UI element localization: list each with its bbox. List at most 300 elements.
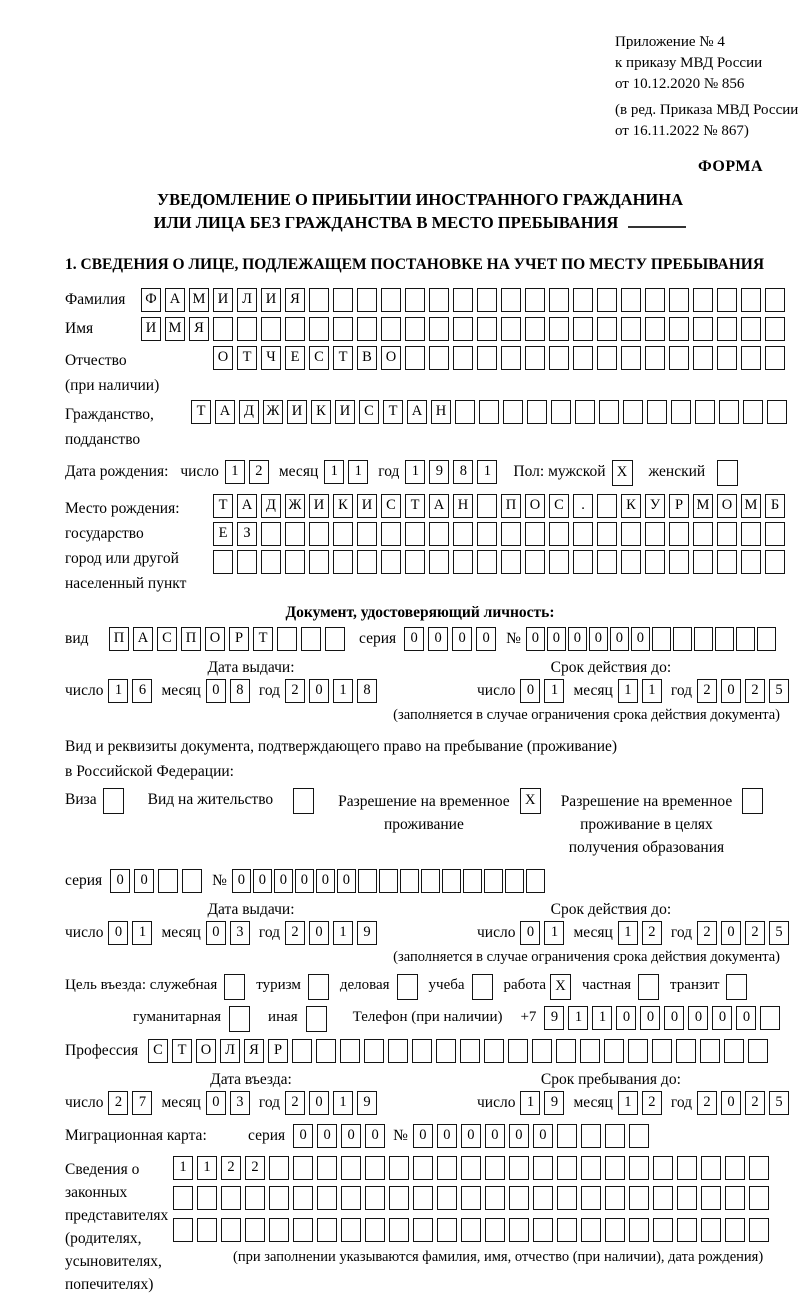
char-box[interactable]: А	[215, 400, 235, 424]
char-box[interactable]: .	[573, 494, 593, 518]
char-box[interactable]	[317, 1218, 337, 1242]
char-box[interactable]	[741, 550, 761, 574]
representatives-boxes-row2[interactable]	[173, 1186, 773, 1210]
char-box[interactable]	[405, 288, 425, 312]
char-box[interactable]	[381, 550, 401, 574]
char-box[interactable]: Я	[189, 317, 209, 341]
char-box[interactable]	[477, 346, 497, 370]
char-box[interactable]	[581, 1218, 601, 1242]
char-box[interactable]	[653, 1186, 673, 1210]
char-box[interactable]	[477, 550, 497, 574]
char-box[interactable]: 1	[544, 679, 564, 703]
char-box[interactable]: 1	[333, 921, 353, 945]
char-box[interactable]: И	[141, 317, 161, 341]
char-box[interactable]: 5	[769, 921, 789, 945]
char-box[interactable]	[556, 1039, 576, 1063]
char-box[interactable]	[437, 1156, 457, 1180]
char-box[interactable]: 0	[108, 921, 128, 945]
char-box[interactable]	[597, 346, 617, 370]
char-box[interactable]: 0	[721, 1091, 741, 1115]
char-box[interactable]	[429, 317, 449, 341]
char-box[interactable]	[357, 317, 377, 341]
char-box[interactable]	[581, 1156, 601, 1180]
char-box[interactable]	[173, 1186, 193, 1210]
char-box[interactable]: 0	[206, 679, 226, 703]
char-box[interactable]: Т	[405, 494, 425, 518]
char-box[interactable]: А	[407, 400, 427, 424]
char-box[interactable]: К	[621, 494, 641, 518]
char-box[interactable]	[381, 522, 401, 546]
birthplace-boxes-row3[interactable]	[213, 550, 789, 574]
char-box[interactable]	[317, 1156, 337, 1180]
char-box[interactable]	[580, 1039, 600, 1063]
residence-issue-day-boxes[interactable]	[108, 921, 156, 945]
surname-boxes[interactable]	[141, 288, 789, 312]
char-box[interactable]	[503, 400, 523, 424]
char-box[interactable]	[533, 1186, 553, 1210]
residence-permit-checkbox[interactable]	[293, 788, 318, 814]
birthplace-boxes-row2[interactable]	[213, 522, 789, 546]
char-box[interactable]	[717, 317, 737, 341]
phone-boxes[interactable]	[544, 1006, 784, 1030]
char-box[interactable]: 0	[404, 627, 424, 651]
char-box[interactable]	[701, 1156, 721, 1180]
char-box[interactable]	[285, 550, 305, 574]
char-box[interactable]: 1	[618, 679, 638, 703]
char-box[interactable]: С	[359, 400, 379, 424]
char-box[interactable]	[412, 1039, 432, 1063]
char-box[interactable]	[557, 1156, 577, 1180]
char-box[interactable]: 0	[428, 627, 448, 651]
char-box[interactable]	[103, 788, 124, 814]
char-box[interactable]	[333, 550, 353, 574]
char-box[interactable]: 9	[357, 921, 377, 945]
char-box[interactable]	[573, 346, 593, 370]
char-box[interactable]	[526, 869, 545, 893]
char-box[interactable]: С	[148, 1039, 168, 1063]
char-box[interactable]	[629, 1124, 649, 1148]
char-box[interactable]: 0	[316, 869, 335, 893]
char-box[interactable]	[765, 288, 785, 312]
char-box[interactable]	[719, 400, 739, 424]
char-box[interactable]	[357, 288, 377, 312]
residence-issue-month-boxes[interactable]	[206, 921, 254, 945]
char-box[interactable]: X	[550, 974, 571, 1000]
char-box[interactable]: В	[357, 346, 377, 370]
char-box[interactable]	[669, 288, 689, 312]
char-box[interactable]: 8	[230, 679, 250, 703]
char-box[interactable]: 0	[461, 1124, 481, 1148]
char-box[interactable]: И	[261, 288, 281, 312]
purpose-official-checkbox[interactable]	[224, 974, 249, 1000]
char-box[interactable]	[421, 869, 440, 893]
residence-expiry-day-boxes[interactable]	[520, 921, 568, 945]
char-box[interactable]: 1	[333, 679, 353, 703]
char-box[interactable]	[525, 288, 545, 312]
char-box[interactable]	[717, 346, 737, 370]
char-box[interactable]: И	[213, 288, 233, 312]
char-box[interactable]	[669, 522, 689, 546]
char-box[interactable]	[725, 1156, 745, 1180]
passport-expiry-month-boxes[interactable]	[618, 679, 666, 703]
char-box[interactable]	[557, 1124, 577, 1148]
char-box[interactable]: 1	[108, 679, 128, 703]
char-box[interactable]	[341, 1218, 361, 1242]
char-box[interactable]: 0	[110, 869, 130, 893]
char-box[interactable]: 2	[745, 921, 765, 945]
residence-number-boxes[interactable]	[232, 869, 547, 893]
char-box[interactable]	[549, 346, 569, 370]
char-box[interactable]	[213, 317, 233, 341]
char-box[interactable]	[309, 288, 329, 312]
char-box[interactable]	[726, 974, 747, 1000]
char-box[interactable]	[293, 1186, 313, 1210]
char-box[interactable]: И	[357, 494, 377, 518]
char-box[interactable]	[581, 1186, 601, 1210]
char-box[interactable]: 1	[173, 1156, 193, 1180]
char-box[interactable]	[693, 346, 713, 370]
char-box[interactable]: 0	[610, 627, 629, 651]
birth-year-boxes[interactable]	[405, 460, 501, 484]
char-box[interactable]: А	[429, 494, 449, 518]
char-box[interactable]	[381, 317, 401, 341]
temp-residence-edu-checkbox[interactable]	[742, 788, 767, 814]
char-box[interactable]	[533, 1218, 553, 1242]
char-box[interactable]: 0	[341, 1124, 361, 1148]
char-box[interactable]	[549, 550, 569, 574]
char-box[interactable]: 3	[230, 921, 250, 945]
char-box[interactable]: 0	[274, 869, 293, 893]
char-box[interactable]: 3	[230, 1091, 250, 1115]
char-box[interactable]	[695, 400, 715, 424]
char-box[interactable]	[573, 317, 593, 341]
char-box[interactable]	[301, 627, 321, 651]
char-box[interactable]	[533, 1156, 553, 1180]
char-box[interactable]	[741, 317, 761, 341]
char-box[interactable]	[316, 1039, 336, 1063]
char-box[interactable]	[379, 869, 398, 893]
passport-expiry-day-boxes[interactable]	[520, 679, 568, 703]
char-box[interactable]	[749, 1156, 769, 1180]
char-box[interactable]: О	[525, 494, 545, 518]
char-box[interactable]: 2	[108, 1091, 128, 1115]
char-box[interactable]	[621, 522, 641, 546]
char-box[interactable]: У	[645, 494, 665, 518]
char-box[interactable]: 1	[477, 460, 497, 484]
char-box[interactable]	[221, 1218, 241, 1242]
char-box[interactable]	[477, 317, 497, 341]
char-box[interactable]: Б	[765, 494, 785, 518]
char-box[interactable]	[477, 522, 497, 546]
char-box[interactable]	[669, 550, 689, 574]
char-box[interactable]: 0	[206, 1091, 226, 1115]
char-box[interactable]	[573, 288, 593, 312]
char-box[interactable]: К	[311, 400, 331, 424]
char-box[interactable]	[742, 788, 763, 814]
char-box[interactable]: Т	[213, 494, 233, 518]
char-box[interactable]: 0	[317, 1124, 337, 1148]
char-box[interactable]	[501, 346, 521, 370]
char-box[interactable]: Е	[285, 346, 305, 370]
char-box[interactable]	[621, 550, 641, 574]
char-box[interactable]: 1	[324, 460, 344, 484]
char-box[interactable]: 1	[642, 679, 662, 703]
char-box[interactable]: 0	[452, 627, 472, 651]
residence-expiry-year-boxes[interactable]	[697, 921, 793, 945]
entry-day-boxes[interactable]	[108, 1091, 156, 1115]
char-box[interactable]	[389, 1218, 409, 1242]
char-box[interactable]	[436, 1039, 456, 1063]
char-box[interactable]	[694, 627, 713, 651]
char-box[interactable]: 0	[631, 627, 650, 651]
char-box[interactable]	[508, 1039, 528, 1063]
char-box[interactable]	[485, 1186, 505, 1210]
char-box[interactable]: 1	[618, 921, 638, 945]
char-box[interactable]	[472, 974, 493, 1000]
purpose-study-checkbox[interactable]	[472, 974, 497, 1000]
char-box[interactable]	[461, 1218, 481, 1242]
char-box[interactable]	[388, 1039, 408, 1063]
char-box[interactable]	[381, 288, 401, 312]
char-box[interactable]	[621, 317, 641, 341]
char-box[interactable]	[693, 288, 713, 312]
birth-month-boxes[interactable]	[324, 460, 372, 484]
char-box[interactable]	[509, 1156, 529, 1180]
char-box[interactable]	[237, 317, 257, 341]
char-box[interactable]	[765, 522, 785, 546]
char-box[interactable]	[597, 317, 617, 341]
char-box[interactable]	[437, 1186, 457, 1210]
char-box[interactable]	[505, 869, 524, 893]
char-box[interactable]: X	[612, 460, 633, 486]
char-box[interactable]	[413, 1156, 433, 1180]
char-box[interactable]: 0	[509, 1124, 529, 1148]
char-box[interactable]	[461, 1156, 481, 1180]
char-box[interactable]	[292, 1039, 312, 1063]
birthplace-boxes-row1[interactable]	[213, 494, 789, 518]
char-box[interactable]	[261, 317, 281, 341]
char-box[interactable]: 1	[592, 1006, 612, 1030]
doc-series-boxes[interactable]	[404, 627, 500, 651]
char-box[interactable]: Е	[213, 522, 233, 546]
char-box[interactable]: С	[309, 346, 329, 370]
char-box[interactable]	[429, 550, 449, 574]
char-box[interactable]: 0	[134, 869, 154, 893]
char-box[interactable]: 8	[357, 679, 377, 703]
char-box[interactable]	[453, 550, 473, 574]
char-box[interactable]	[221, 1186, 241, 1210]
char-box[interactable]: 1	[197, 1156, 217, 1180]
char-box[interactable]	[673, 627, 692, 651]
char-box[interactable]	[400, 869, 419, 893]
char-box[interactable]: 5	[769, 1091, 789, 1115]
char-box[interactable]	[725, 1186, 745, 1210]
char-box[interactable]: 1	[405, 460, 425, 484]
char-box[interactable]	[765, 550, 785, 574]
passport-issue-year-boxes[interactable]	[285, 679, 381, 703]
char-box[interactable]	[693, 522, 713, 546]
char-box[interactable]	[743, 400, 763, 424]
representatives-boxes-row3[interactable]	[173, 1218, 773, 1242]
entry-year-boxes[interactable]	[285, 1091, 381, 1115]
char-box[interactable]	[461, 1186, 481, 1210]
char-box[interactable]: Р	[669, 494, 689, 518]
char-box[interactable]: 5	[769, 679, 789, 703]
char-box[interactable]: И	[309, 494, 329, 518]
char-box[interactable]: М	[693, 494, 713, 518]
char-box[interactable]	[645, 288, 665, 312]
char-box[interactable]	[357, 522, 377, 546]
char-box[interactable]: 2	[745, 679, 765, 703]
char-box[interactable]: 9	[544, 1006, 564, 1030]
char-box[interactable]: К	[333, 494, 353, 518]
char-box[interactable]	[453, 317, 473, 341]
char-box[interactable]	[309, 317, 329, 341]
char-box[interactable]	[551, 400, 571, 424]
char-box[interactable]: Т	[172, 1039, 192, 1063]
char-box[interactable]: Ф	[141, 288, 161, 312]
char-box[interactable]	[629, 1156, 649, 1180]
char-box[interactable]	[485, 1156, 505, 1180]
char-box[interactable]	[700, 1039, 720, 1063]
residence-expiry-month-boxes[interactable]	[618, 921, 666, 945]
char-box[interactable]	[340, 1039, 360, 1063]
char-box[interactable]: 0	[309, 1091, 329, 1115]
char-box[interactable]: Л	[237, 288, 257, 312]
char-box[interactable]	[501, 522, 521, 546]
char-box[interactable]: Т	[237, 346, 257, 370]
purpose-business-checkbox[interactable]	[397, 974, 422, 1000]
char-box[interactable]: Т	[191, 400, 211, 424]
purpose-private-checkbox[interactable]	[638, 974, 663, 1000]
char-box[interactable]	[224, 974, 245, 1000]
char-box[interactable]: Т	[253, 627, 273, 651]
char-box[interactable]: 2	[697, 921, 717, 945]
char-box[interactable]: Р	[268, 1039, 288, 1063]
char-box[interactable]: С	[549, 494, 569, 518]
char-box[interactable]	[405, 346, 425, 370]
char-box[interactable]: 0	[533, 1124, 553, 1148]
char-box[interactable]	[549, 317, 569, 341]
char-box[interactable]: Ж	[285, 494, 305, 518]
doc-number-boxes[interactable]	[526, 627, 778, 651]
char-box[interactable]: 2	[642, 1091, 662, 1115]
char-box[interactable]	[741, 522, 761, 546]
char-box[interactable]	[645, 346, 665, 370]
char-box[interactable]: 2	[249, 460, 269, 484]
char-box[interactable]	[413, 1186, 433, 1210]
profession-boxes[interactable]	[148, 1039, 772, 1063]
firstname-boxes[interactable]	[141, 317, 789, 341]
char-box[interactable]	[677, 1218, 697, 1242]
char-box[interactable]: Н	[431, 400, 451, 424]
char-box[interactable]: Ж	[263, 400, 283, 424]
char-box[interactable]	[158, 869, 178, 893]
char-box[interactable]: 1	[348, 460, 368, 484]
char-box[interactable]: 0	[721, 921, 741, 945]
char-box[interactable]	[597, 550, 617, 574]
char-box[interactable]	[389, 1186, 409, 1210]
char-box[interactable]: 2	[285, 921, 305, 945]
char-box[interactable]	[677, 1156, 697, 1180]
char-box[interactable]: 6	[132, 679, 152, 703]
char-box[interactable]: М	[165, 317, 185, 341]
char-box[interactable]: 0	[476, 627, 496, 651]
char-box[interactable]	[269, 1218, 289, 1242]
char-box[interactable]	[429, 288, 449, 312]
purpose-humanitarian-checkbox[interactable]	[229, 1006, 254, 1032]
char-box[interactable]	[293, 788, 314, 814]
char-box[interactable]	[549, 288, 569, 312]
char-box[interactable]	[765, 317, 785, 341]
char-box[interactable]	[749, 1186, 769, 1210]
char-box[interactable]: 1	[618, 1091, 638, 1115]
char-box[interactable]: И	[287, 400, 307, 424]
char-box[interactable]	[269, 1186, 289, 1210]
char-box[interactable]	[484, 1039, 504, 1063]
char-box[interactable]	[645, 522, 665, 546]
char-box[interactable]	[479, 400, 499, 424]
char-box[interactable]	[621, 288, 641, 312]
char-box[interactable]	[748, 1039, 768, 1063]
char-box[interactable]	[557, 1218, 577, 1242]
char-box[interactable]	[405, 550, 425, 574]
char-box[interactable]: Н	[453, 494, 473, 518]
char-box[interactable]: 0	[712, 1006, 732, 1030]
char-box[interactable]: 2	[697, 679, 717, 703]
passport-issue-day-boxes[interactable]	[108, 679, 156, 703]
char-box[interactable]	[525, 346, 545, 370]
passport-expiry-year-boxes[interactable]	[697, 679, 793, 703]
char-box[interactable]	[341, 1156, 361, 1180]
char-box[interactable]	[653, 1156, 673, 1180]
char-box[interactable]	[333, 288, 353, 312]
char-box[interactable]	[413, 1218, 433, 1242]
char-box[interactable]	[669, 346, 689, 370]
birth-day-boxes[interactable]	[225, 460, 273, 484]
char-box[interactable]: Д	[239, 400, 259, 424]
char-box[interactable]	[173, 1218, 193, 1242]
char-box[interactable]: 0	[688, 1006, 708, 1030]
purpose-tourism-checkbox[interactable]	[308, 974, 333, 1000]
char-box[interactable]: 2	[745, 1091, 765, 1115]
char-box[interactable]: 0	[337, 869, 356, 893]
char-box[interactable]: 0	[365, 1124, 385, 1148]
char-box[interactable]	[277, 627, 297, 651]
char-box[interactable]	[741, 288, 761, 312]
char-box[interactable]: 0	[547, 627, 566, 651]
char-box[interactable]: 9	[429, 460, 449, 484]
char-box[interactable]: О	[213, 346, 233, 370]
char-box[interactable]	[525, 550, 545, 574]
char-box[interactable]	[501, 550, 521, 574]
char-box[interactable]	[429, 522, 449, 546]
char-box[interactable]	[509, 1218, 529, 1242]
char-box[interactable]: 1	[333, 1091, 353, 1115]
char-box[interactable]: 0	[640, 1006, 660, 1030]
passport-issue-month-boxes[interactable]	[206, 679, 254, 703]
purpose-transit-checkbox[interactable]	[726, 974, 751, 1000]
char-box[interactable]	[213, 550, 233, 574]
char-box[interactable]	[597, 288, 617, 312]
char-box[interactable]	[525, 522, 545, 546]
char-box[interactable]: П	[501, 494, 521, 518]
char-box[interactable]	[261, 550, 281, 574]
char-box[interactable]	[463, 869, 482, 893]
char-box[interactable]	[197, 1218, 217, 1242]
temp-residence-checkbox[interactable]	[520, 788, 545, 814]
char-box[interactable]	[477, 494, 497, 518]
